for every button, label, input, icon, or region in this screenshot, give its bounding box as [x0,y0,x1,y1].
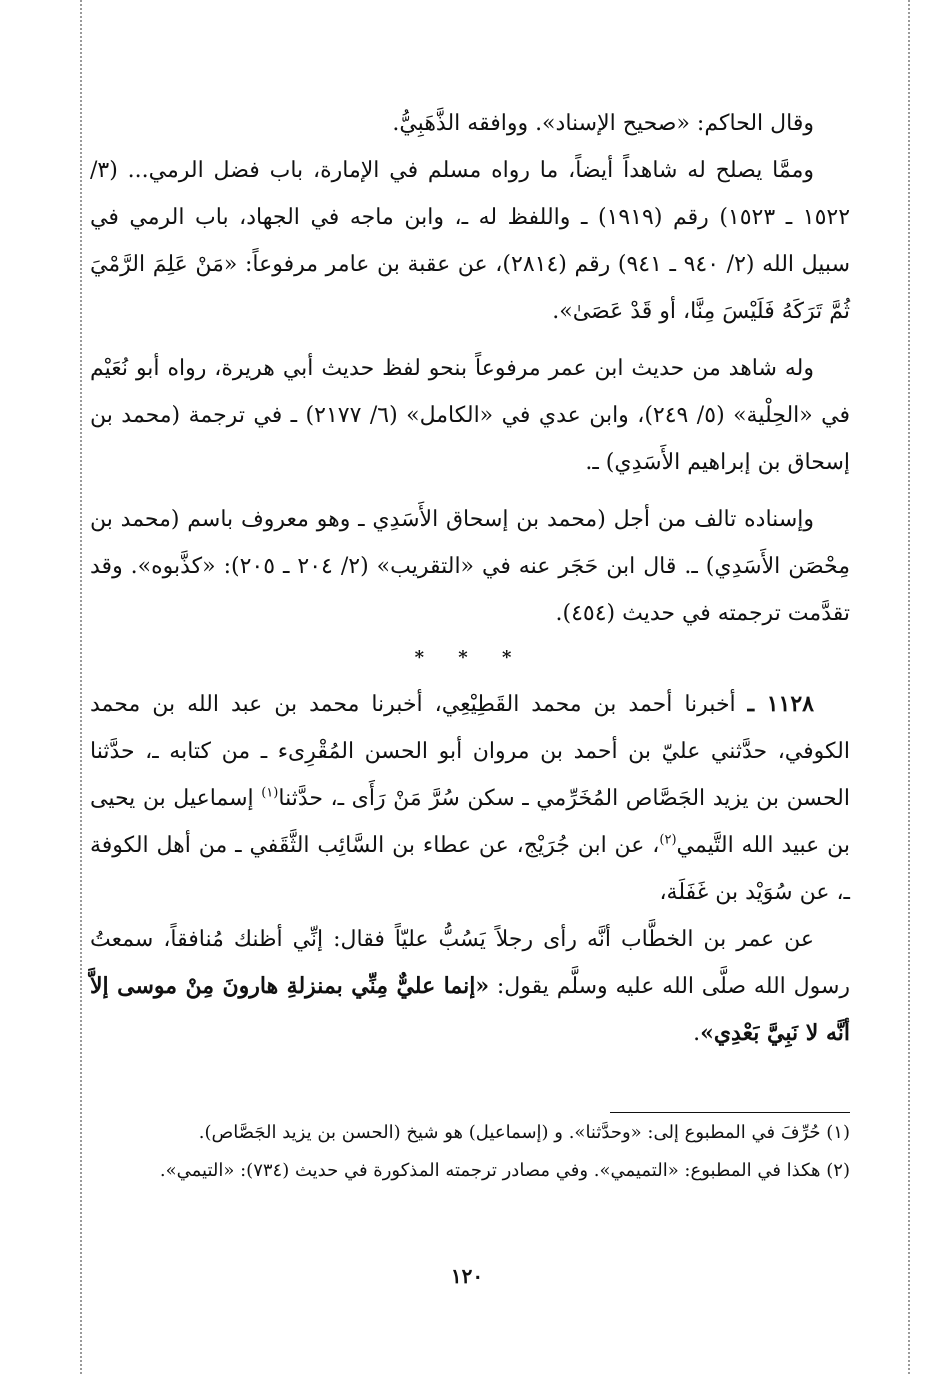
paragraph-muslim-witness: وممَّا يصلح له شاهداً أيضاً، ما رواه مسلم في الإمارة، باب فضل الرمي... (٣/ ١٥٢٢ ـ ١٥٢٣) رقم (١٩١٩) ـ واللفظ له ـ، وابن ماجه في الجهاد، باب الرمي في سبيل الله (٢/ ٩٤٠ ـ ٩٤١) رقم (٢٨١٤)، عن عقبة بن عامر مرفوعاً: «مَنْ عَلِمَ الرَّمْيَ ثُمَّ تَرَكَهُ فَلَيْسَ مِنَّا، أو قَدْ عَصَىٰ». [90,158,851,324]
hadith-text [90,916,850,1057]
page-body [90,100,850,1057]
hadith-quote: «إنما عليٌّ مِنِّي بمنزلةِ هارونَ مِنْ موسى إلاَّ أنَّه لا نَبِيَّ بَعْدِي» [90,973,850,1046]
page-number: ١٢٠ [450,1264,484,1288]
hadith-chain-part3: ، عن ابن جُرَيْج، عن عطاء بن السَّائِب الثَّقَفي ـ من أهل الكوفة ـ، عن سُوَيْد بن غَفَلَة، [90,833,850,905]
hadith-chain-part1: أخبرنا أحمد بن محمد القَطِيْعِي، أخبرنا محمد بن عبد الله بن محمد الكوفي، حدَّثني عليّ بن أحمد بن مروان أبو الحسن المُقْرِىء ـ من كتابه ـ، حدَّثنا الحسن بن يزيد الجَصَّاص المُخَرِّمي ـ سكن سُرَّ مَنْ رَأَى ـ، حدَّثنا [90,692,850,811]
paragraph-hakim: وقال الحاكم: «صحيح الإسناد». ووافقه الذَّهَبِيُّ. [392,111,814,136]
hadith-text-end: . [693,1021,701,1046]
footnote-divider [610,1112,850,1113]
right-binding-margin [908,0,910,1374]
paragraph-isnad-critique: وإسناده تالف من أجل (محمد بن إسحاق الأَسَدِي ـ وهو معروف باسم (محمد بن مِحْصَن الأَسَدِي) ـ. قال ابن حَجَر عنه في «التقريب» (٢/ ٢٠٤ ـ ٢٠٥): «كذَّبوه». وقد تقدَّمت ترجمته في حديث (٤٥٤). [90,507,851,626]
hadith-chain-part2: إسماعيل بن يحيى بن عبيد الله التَّيمي [90,786,851,858]
footnotes [90,1114,850,1190]
hadith-number: ١١٢٨ ـ [747,691,814,717]
paragraph-ibn-umar-witness: وله شاهد من حديث ابن عمر مرفوعاً بنحو لفظ حديث أبي هريرة، رواه أبو نُعَيْم في «الحِلْية» (٥/ ٢٤٩)، وابن عدي في «الكامل» (٦/ ٢١٧٧) ـ في ترجمة (محمد بن إسحاق بن إبراهيم الأَسَدِي) ـ. [90,356,851,475]
section-separator: * * * [414,647,526,668]
footnote-ref-2[interactable]: (٢) [659,832,677,848]
footnote-1: (١) حُرِّفَ في المطبوع إلى: «وحدَّثنا». و (إسماعيل) هو شيخ (الحسن بن يزيد الجَصَّاص). [198,1122,850,1143]
footnote-2: (٢) هكذا في المطبوع: «التميمي». وفي مصادر ترجمته المذكورة في حديث (٧٣٤): «التيمي». [159,1160,850,1181]
hadith-chain [90,681,850,916]
footnote-ref-1[interactable]: (١) [261,785,279,801]
hadith-text-intro: عن عمر بن الخطَّاب أنَّه رأى رجلاً يَسُبُّ عليّاً فقال: إنِّي أظنك مُنافقاً، سمعتُ رسول الله صلَّى الله عليه وسلَّم يقول: [90,927,850,999]
left-binding-margin [80,0,82,1374]
